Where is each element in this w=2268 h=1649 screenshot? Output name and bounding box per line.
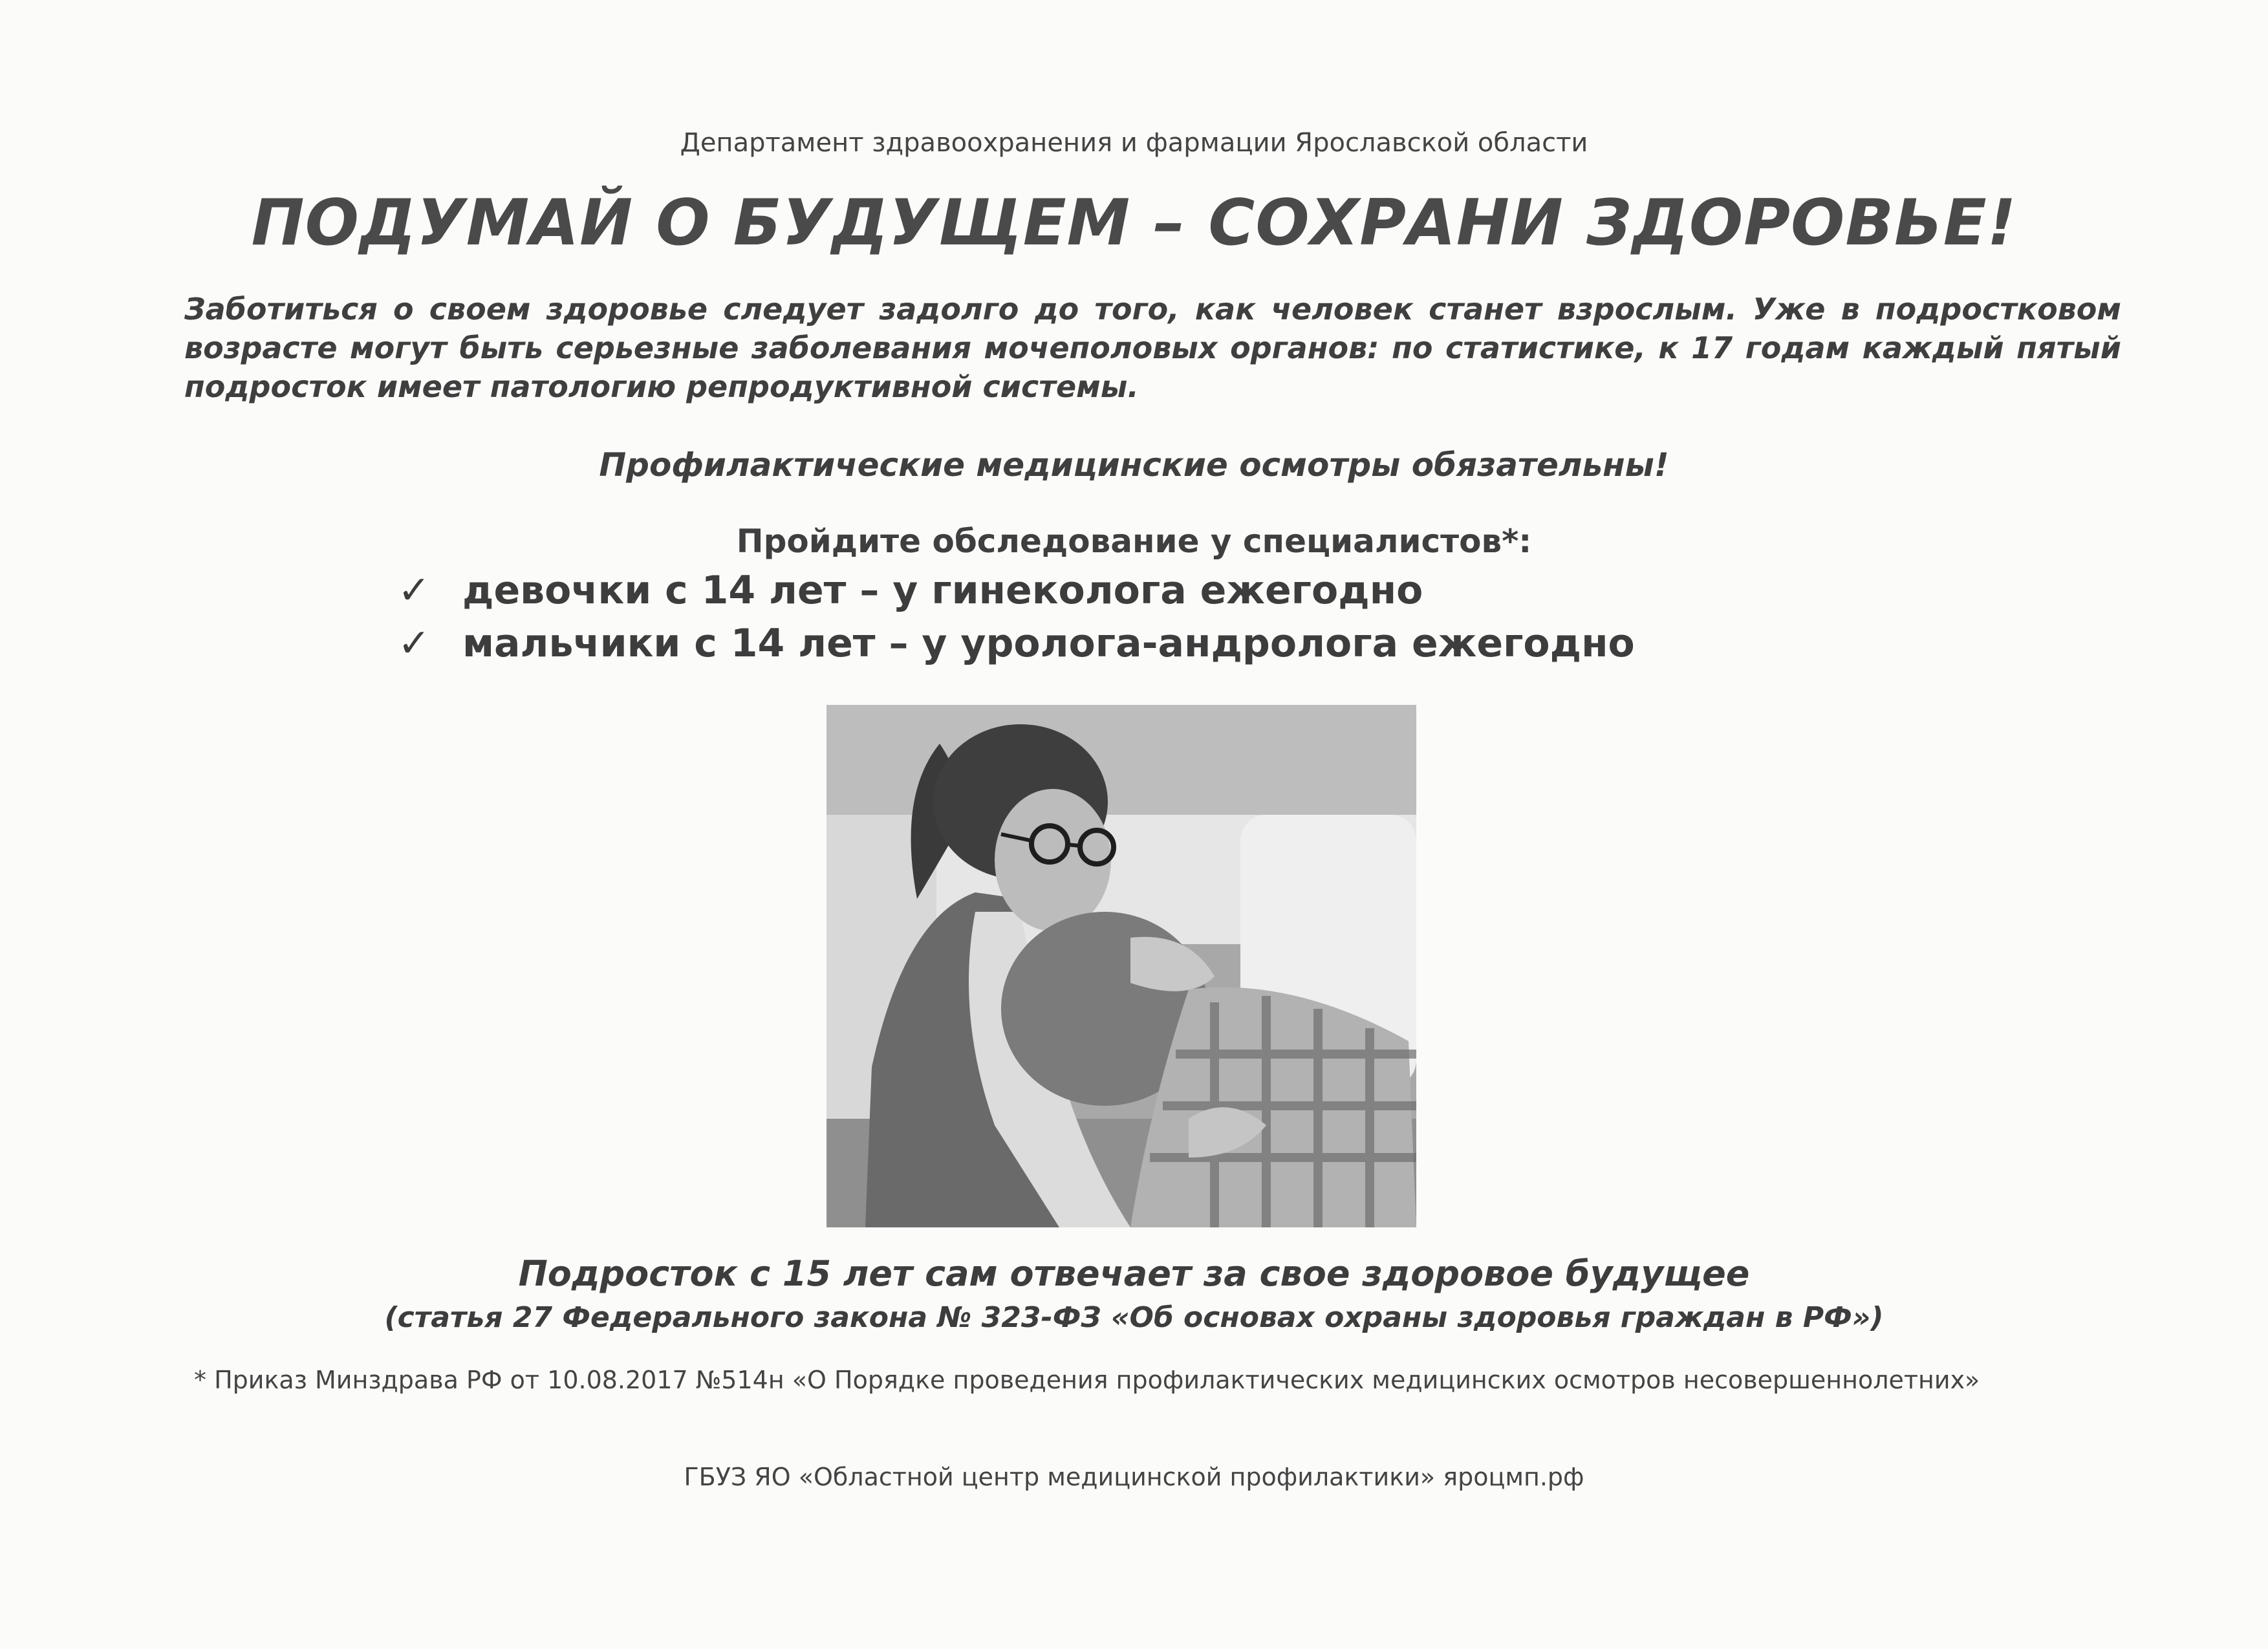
exams-required-text: Профилактические медицинские осмотры обязательны! bbox=[599, 446, 1669, 484]
checklist-item-girls bbox=[398, 568, 1423, 613]
organization-footer: ГБУЗ ЯО «Областной центр медицинской профилактики» яроцмп.рф bbox=[684, 1463, 1584, 1491]
footnote: * Приказ Минздрава РФ от 10.08.2017 №514н «О Порядке проведения профилактических медицинских осмотров несовершеннолетних» bbox=[194, 1366, 1980, 1394]
checklist-item-boys bbox=[398, 621, 1635, 666]
checklist-item-text: девочки с 14 лет – у гинеколога ежегодно bbox=[462, 568, 1423, 613]
checklist-item-text: мальчики с 14 лет – у уролога-андролога ежегодно bbox=[462, 621, 1635, 666]
check-icon: ✓ bbox=[398, 568, 431, 613]
department-name: Департамент здравоохранения и фармации Ярославской области bbox=[680, 128, 1588, 158]
page-title: ПОДУМАЙ О БУДУЩЕМ – СОХРАНИ ЗДОРОВЬЕ! bbox=[251, 186, 2017, 260]
responsibility-text: Подросток с 15 лет сам отвечает за свое здоровое будущее bbox=[518, 1253, 1750, 1294]
mother-hugging-teen-photo bbox=[826, 705, 1416, 1227]
law-reference: (статья 27 Федерального закона № 323-ФЗ «Об основах охраны здоровья граждан в РФ») bbox=[384, 1301, 1884, 1334]
check-icon: ✓ bbox=[398, 621, 431, 666]
intro-paragraph: Заботиться о своем здоровье следует задолго до того, как человек станет взрослым. Уже в подростковом возрасте могут быть серьезные заболевания мочеполовых органов: по статистике, к 17 годам каждый пятый подросток имеет патологию репродуктивной системы. bbox=[184, 292, 2121, 404]
specialists-heading: Пройдите обследование у специалистов*: bbox=[736, 523, 1532, 560]
